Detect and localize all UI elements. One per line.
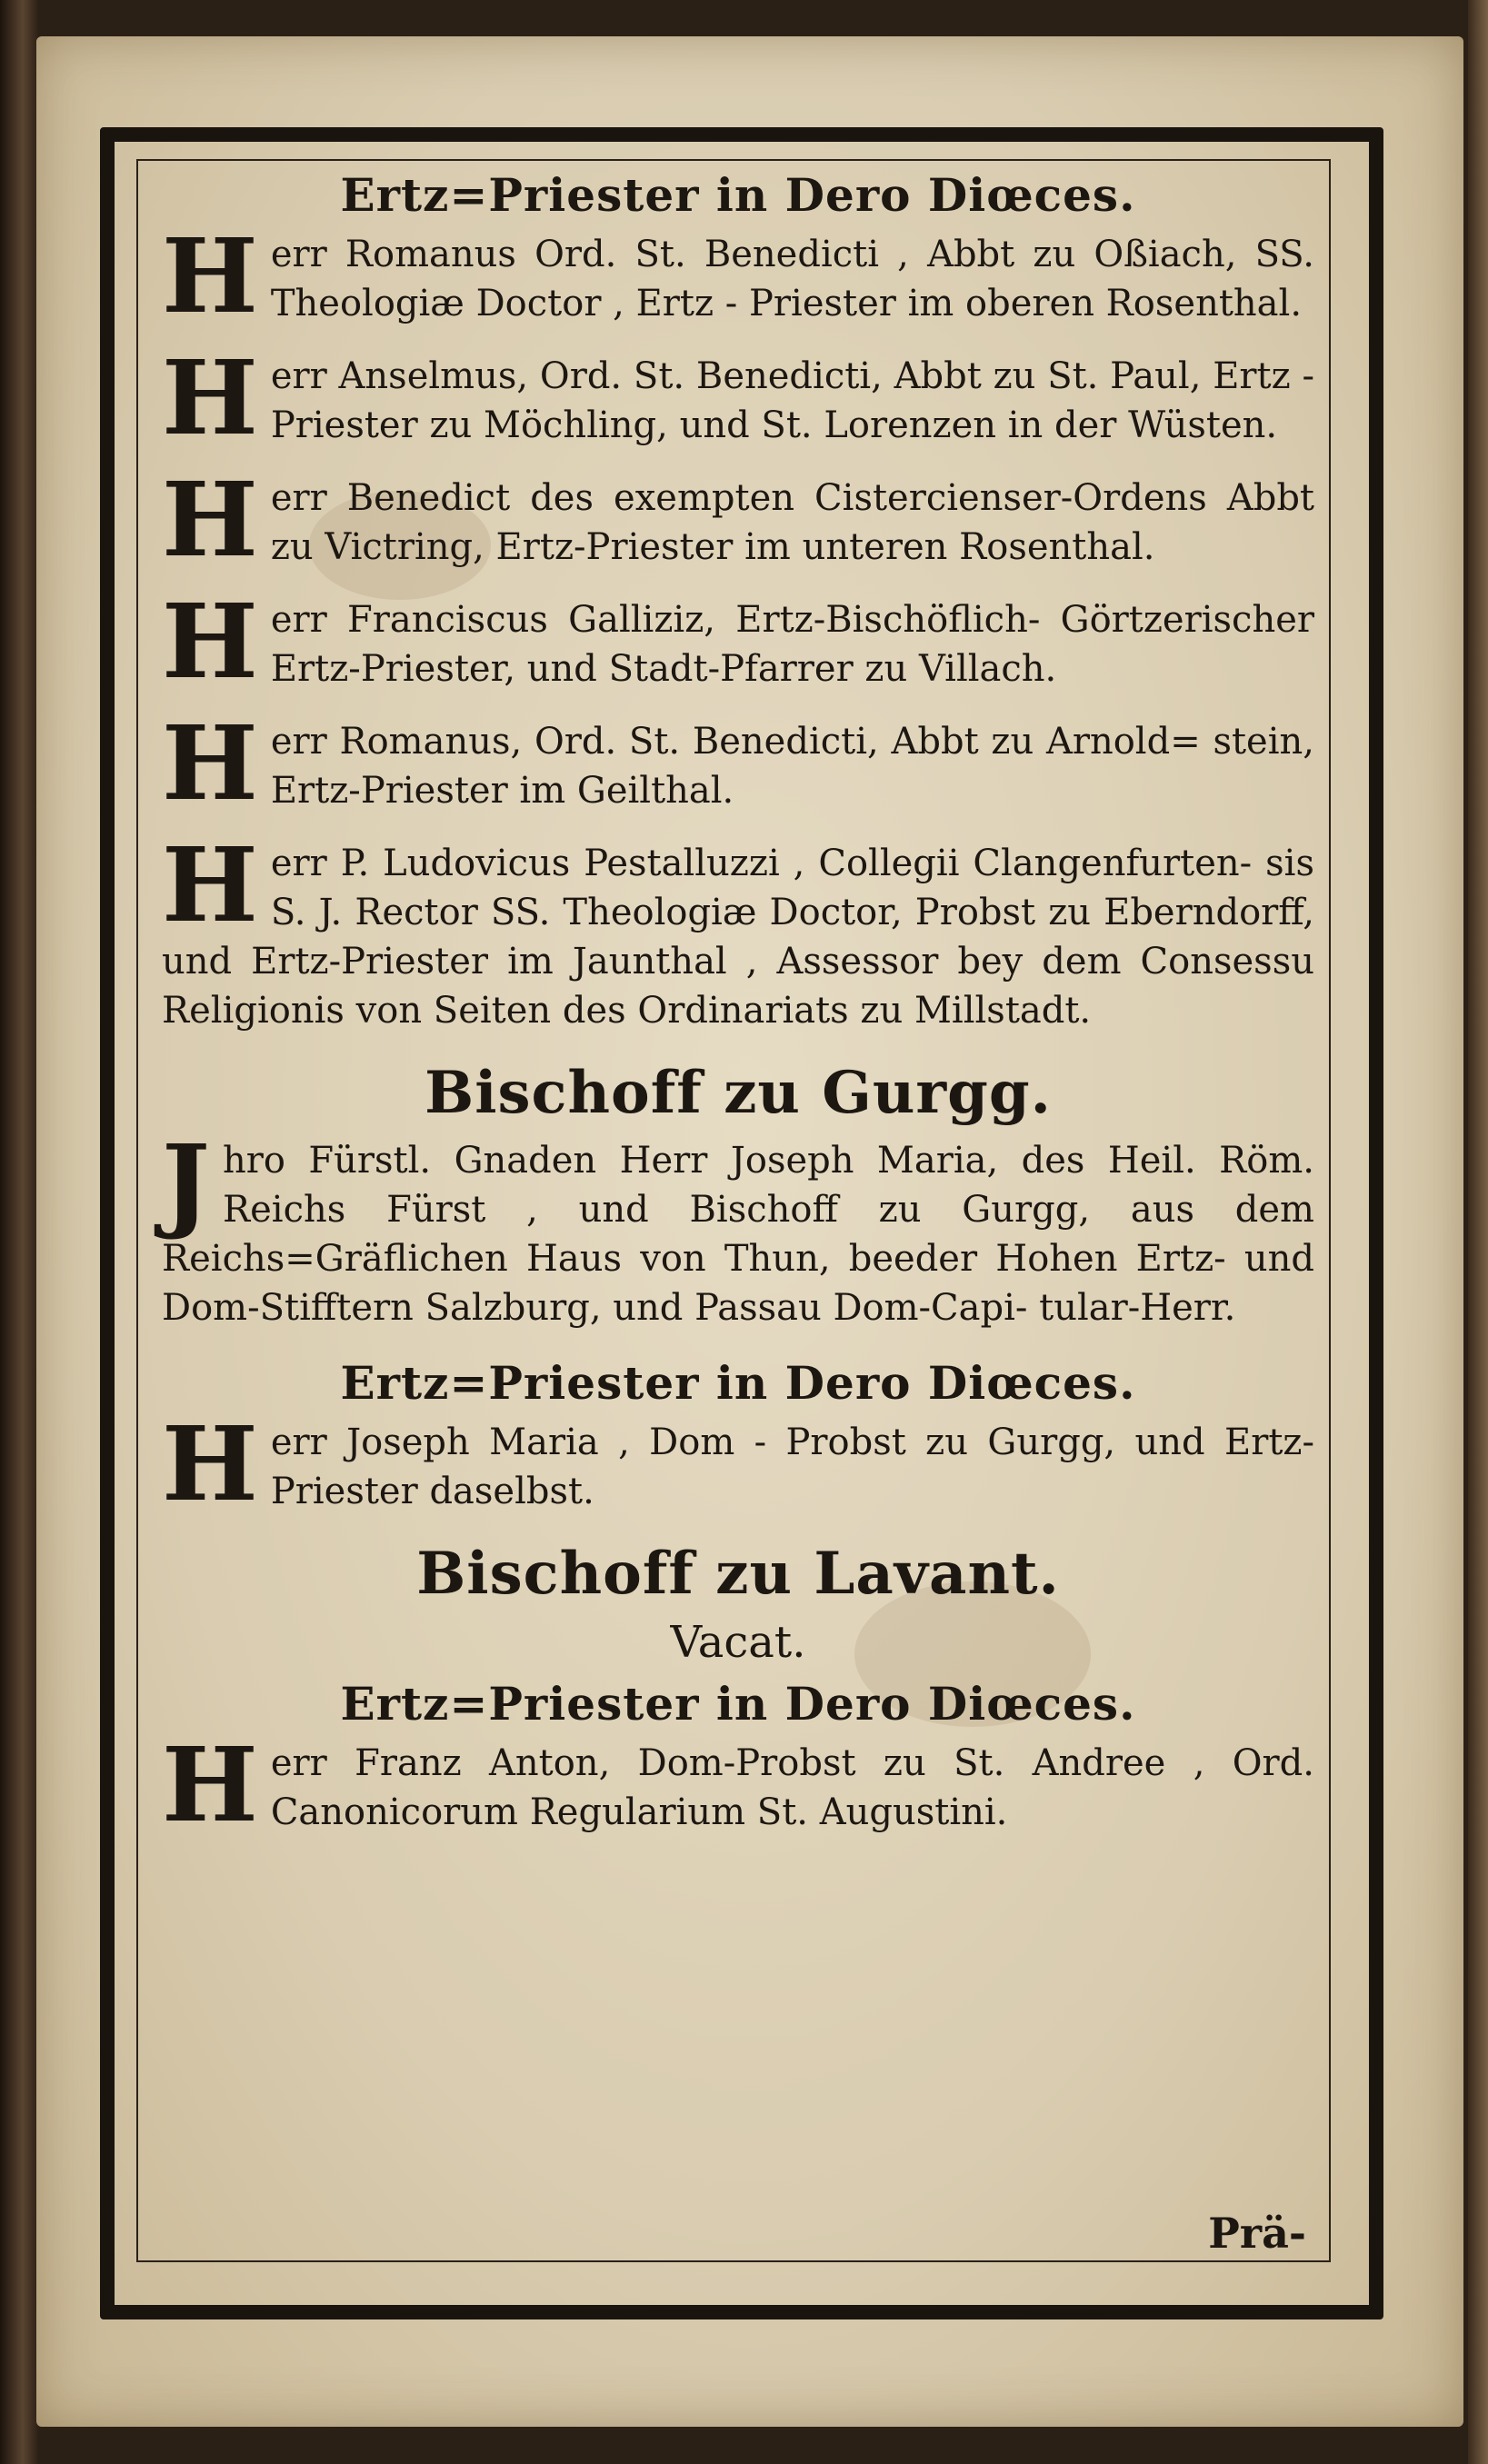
drop-cap: H: [162, 826, 258, 945]
drop-cap: H: [162, 583, 258, 702]
entry-text: hro Fürstl. Gnaden Herr Joseph Maria, des Heil. Röm. Reichs Fürst , und Bischoff zu Gurgg, aus dem Reichs=Gräflichen Haus von Thun, beeder Hohen Ertz- und Dom-Stifftern Salzburg, und Passau Dom-Capi- tular-Herr.: [162, 1139, 1314, 1329]
drop-cap: H: [162, 217, 258, 336]
entry-text: err Romanus Ord. St. Benedicti , Abbt zu Oßiach, SS. Theologiæ Doctor , Ertz - Priester im oberen Rosenthal.: [270, 234, 1314, 324]
entry-text: err Benedict des exempten Cistercienser-Ordens Abbt zu Victring, Ertz-Priester im unteren Rosenthal.: [270, 477, 1314, 568]
entry: [162, 583, 1314, 702]
drop-cap: H: [162, 339, 258, 458]
entry: [162, 1122, 1314, 1332]
vacat-note: Vacat.: [670, 1616, 806, 1668]
section-heading: Ertz=Priester in Dero Diœces.: [340, 168, 1136, 222]
drop-cap: H: [162, 1404, 258, 1524]
entry: [162, 1725, 1314, 1845]
section-heading: Bischoff zu Lavant.: [416, 1539, 1060, 1608]
entry: [162, 461, 1314, 580]
entry-text: err Joseph Maria , Dom - Probst zu Gurgg, und Ertz-Priester daselbst.: [270, 1421, 1314, 1512]
entry: [162, 826, 1314, 1035]
drop-cap: H: [162, 704, 258, 823]
section-subheading: Ertz=Priester in Dero Diœces.: [340, 1355, 1136, 1410]
entry-text: err Franz Anton, Dom-Probst zu St. Andree , Ord. Canonicorum Regularium St. Augustini.: [270, 1741, 1314, 1833]
entry-text: err Franciscus Galliziz, Ertz-Bischöflich- Görtzerischer Ertz-Priester, und Stadt-Pfarrer zu Villach.: [270, 599, 1314, 690]
entry: [162, 339, 1314, 458]
entry-text: err Anselmus, Ord. St. Benedicti, Abbt zu St. Paul, Ertz - Priester zu Möchling, und St. Lorenzen in der Wüsten.: [270, 355, 1314, 446]
page-content: [162, 168, 1314, 1860]
drop-cap: J: [162, 1122, 210, 1242]
section-subheading: Ertz=Priester in Dero Diœces.: [340, 1676, 1136, 1731]
entry: [162, 1404, 1314, 1524]
catchword: Prä-: [1208, 2209, 1306, 2258]
drop-cap: H: [162, 461, 258, 580]
entry-text: err P. Ludovicus Pestalluzzi , Collegii Clangenfurten- sis S. J. Rector SS. Theologiæ Doctor, Probst zu Eberndorff, und Ertz-Priester im Jaunthal , Assessor bey dem Consessu Religionis von Seiten des Ordinariats zu Millstadt.: [162, 843, 1314, 1032]
entry: [162, 704, 1314, 823]
section-heading: Bischoff zu Gurgg.: [424, 1059, 1052, 1127]
book-spine: [0, 0, 38, 2464]
entry-text: err Romanus, Ord. St. Benedicti, Abbt zu Arnold= stein, Ertz-Priester im Geilthal.: [270, 721, 1314, 812]
entry: [162, 217, 1314, 336]
drop-cap: H: [162, 1725, 258, 1845]
page-edge: [1468, 0, 1488, 2464]
